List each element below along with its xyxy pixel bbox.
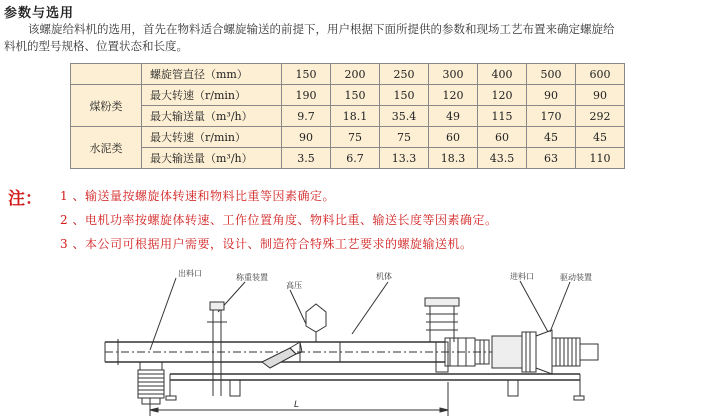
table-cell: 6.7 xyxy=(331,148,380,169)
table-row xyxy=(71,127,625,148)
table-cell: 75 xyxy=(380,127,429,148)
diameter-row xyxy=(71,64,625,85)
parameter-table xyxy=(70,63,625,169)
table-cell: 13.3 xyxy=(380,148,429,169)
table-cell: 120 xyxy=(478,85,527,106)
note-item-3: 3 、本公司可根据用户需要，设计、制造符合特殊工艺要求的螺旋输送机。 xyxy=(60,237,473,251)
diameter-cell: 150 xyxy=(282,64,331,85)
notes-title: 注： xyxy=(8,189,42,209)
note-item-2: 2 、电机功率按螺旋体转速、工作位置角度、物料比重、输送长度等因素确定。 xyxy=(60,213,498,227)
diameter-cell: 600 xyxy=(576,64,625,85)
table-cell: 115 xyxy=(478,106,527,127)
table-cell: 60 xyxy=(429,127,478,148)
diameter-label: 螺旋管直径（mm） xyxy=(142,64,282,85)
screw-feeder-drawing xyxy=(0,262,711,420)
label-body: 机体 xyxy=(376,272,392,281)
intro-paragraph xyxy=(4,21,708,55)
label-drive: 驱动装置 xyxy=(560,273,592,282)
label-outlet: 出料口 xyxy=(178,269,202,278)
intro-line-2: 料机的型号规格、位置状态和长度。 xyxy=(4,39,188,53)
table-row xyxy=(71,85,625,106)
table-cell: 150 xyxy=(380,85,429,106)
diameter-cell: 300 xyxy=(429,64,478,85)
table-cell: 110 xyxy=(576,148,625,169)
table-cell: 90 xyxy=(282,127,331,148)
table-cell: 9.7 xyxy=(282,106,331,127)
table-cell: 60 xyxy=(478,127,527,148)
diameter-cell: 250 xyxy=(380,64,429,85)
table-cell: 90 xyxy=(576,85,625,106)
table-corner-cell xyxy=(71,64,142,85)
table-row xyxy=(71,148,625,169)
table-cell: 63 xyxy=(527,148,576,169)
table-cell: 150 xyxy=(331,85,380,106)
table-cell: 90 xyxy=(527,85,576,106)
page-heading: 参数与选用 xyxy=(4,6,75,21)
table-cell: 18.3 xyxy=(429,148,478,169)
table-cell: 75 xyxy=(331,127,380,148)
row-label: 最大输送量（m³/h） xyxy=(142,106,282,127)
row-label: 最大转速（r/min） xyxy=(142,127,282,148)
table-cell: 45 xyxy=(576,127,625,148)
table-cell: 49 xyxy=(429,106,478,127)
row-label: 最大转速（r/min） xyxy=(142,85,282,106)
diameter-cell: 200 xyxy=(331,64,380,85)
category-coal: 煤粉类 xyxy=(71,85,142,127)
table-cell: 18.1 xyxy=(331,106,380,127)
category-cement: 水泥类 xyxy=(71,127,142,169)
table-cell: 190 xyxy=(282,85,331,106)
row-label: 最大输送量（m³/h） xyxy=(142,148,282,169)
table-row xyxy=(71,106,625,127)
table-cell: 170 xyxy=(527,106,576,127)
label-pressure: 高压 xyxy=(286,281,302,290)
label-inlet: 进料口 xyxy=(510,272,534,281)
table-cell: 292 xyxy=(576,106,625,127)
dimension-length-label: L xyxy=(294,400,300,410)
intro-line-1: 该螺旋给料机的选用，首先在物料适合螺旋输送的前提下，用户根据下面所提供的参数和现场工艺布置来确定螺旋给 xyxy=(28,22,615,36)
table-cell: 120 xyxy=(429,85,478,106)
table-cell: 45 xyxy=(527,127,576,148)
diameter-cell: 400 xyxy=(478,64,527,85)
diameter-cell: 500 xyxy=(527,64,576,85)
label-weigh: 称重装置 xyxy=(236,273,268,282)
table-cell: 35.4 xyxy=(380,106,429,127)
note-item-1: 1 、输送量按螺旋体转速和物料比重等因素确定。 xyxy=(60,189,335,203)
table-cell: 43.5 xyxy=(478,148,527,169)
table-cell: 3.5 xyxy=(282,148,331,169)
